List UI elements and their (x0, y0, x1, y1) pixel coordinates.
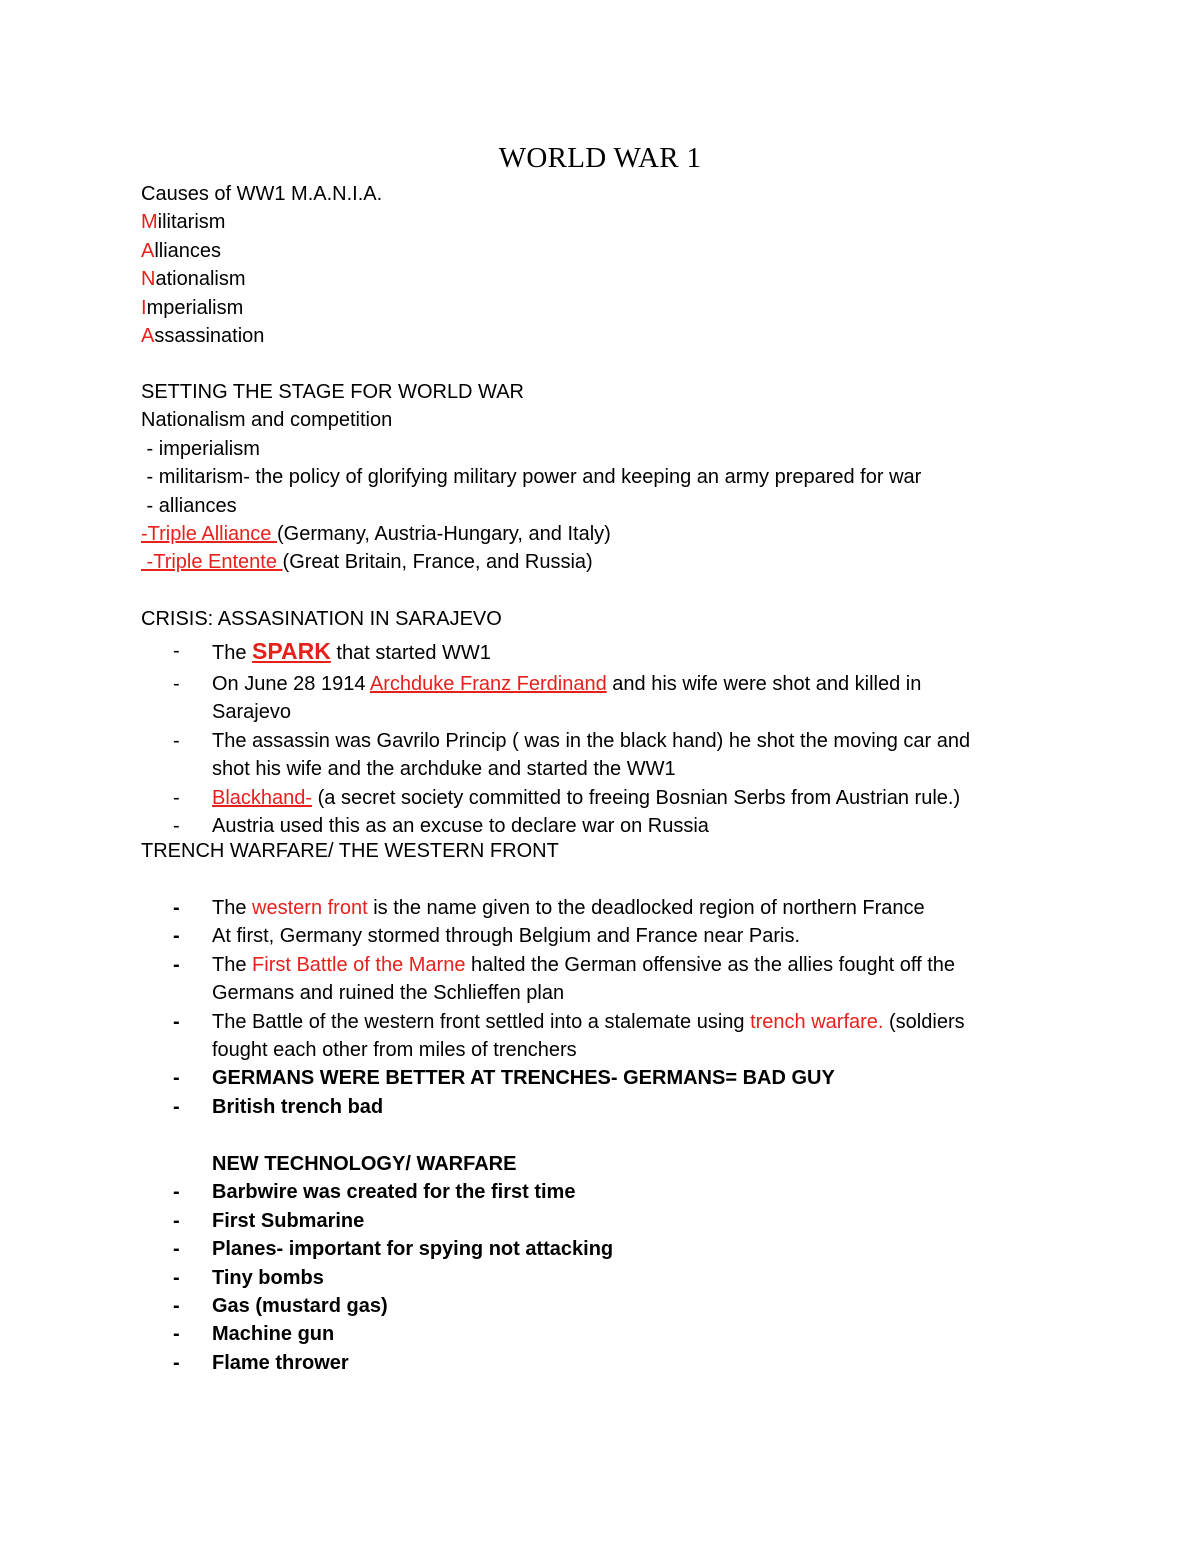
list-item (141, 1207, 1141, 1235)
triple-entente-term: -Triple Entente (141, 551, 283, 574)
list-item (141, 670, 1141, 727)
list-item (141, 1349, 1141, 1377)
list-item (141, 1292, 1141, 1320)
marne-term: First Battle of the Marne (252, 953, 466, 976)
cause-initial: A (141, 239, 155, 262)
text: is the name given to the deadlocked region of northern France (367, 897, 925, 919)
bullet-dash: - (173, 1181, 180, 1204)
bullet-dash: - (173, 1351, 180, 1374)
text: (a secret society committed to freeing Bosnian Serbs from Austrian rule.) (312, 786, 961, 809)
text: Austria used this as an excuse to declare war on Russia (212, 815, 709, 838)
crisis-heading-text: CRISIS: ASSASINATION IN SARAJEVO (141, 608, 502, 630)
cause-rest: ationalism (155, 268, 246, 291)
stage-line: - alliances (141, 494, 237, 517)
tech-section (141, 1150, 1141, 1377)
list-item (141, 1064, 1141, 1092)
list-item (141, 894, 1141, 922)
bullet-dash: - (173, 1095, 180, 1118)
stage-heading: SETTING THE STAGE FOR WORLD WAR (141, 381, 524, 403)
bullet-dash: - (173, 897, 180, 919)
text: Sarajevo (212, 701, 291, 724)
bullet-dash: - (173, 1067, 180, 1090)
text: The (212, 897, 253, 919)
text: On June 28 1914 (212, 673, 370, 695)
text: At first, Germany stormed through Belgium and France near Paris. (212, 925, 801, 948)
trench-heading-text: TRENCH WARFARE/ THE WESTERN FRONT (141, 840, 559, 862)
cause-initial: A (141, 324, 155, 347)
stage-line: - imperialism (141, 437, 260, 460)
triple-alliance-term: -Triple Alliance (141, 522, 277, 545)
bullet-dash: - (173, 1010, 180, 1033)
text: Machine gun (212, 1323, 335, 1346)
cause-rest: mperialism (146, 296, 244, 319)
crisis-list (141, 636, 1141, 840)
list-item (141, 922, 1141, 950)
list-item (141, 1008, 1141, 1065)
text: First Submarine (212, 1209, 365, 1232)
text: Barbwire was created for the first time (212, 1181, 576, 1204)
cause-rest: ilitarism (157, 211, 226, 234)
text: and his wife were shot and killed in (606, 673, 922, 695)
list-item (141, 784, 1141, 812)
tech-heading (141, 1150, 1141, 1178)
trench-heading (141, 837, 1141, 865)
cause-initial: M (141, 211, 158, 234)
blackhand-term: Blackhand- (212, 786, 313, 809)
text: Gas (mustard gas) (212, 1295, 388, 1318)
cause-rest: lliances (154, 239, 222, 262)
text: Planes- important for spying not attacking (212, 1238, 614, 1261)
text: Flame thrower (212, 1351, 349, 1374)
text: halted the German offensive as the allies fought off the (465, 953, 956, 976)
bullet-dash: - (173, 815, 180, 838)
list-item (141, 1093, 1141, 1121)
causes-section (141, 180, 1141, 350)
cause-initial: N (141, 268, 156, 291)
bullet-dash: - (173, 953, 180, 976)
crisis-heading (141, 605, 1141, 633)
list-item (141, 1264, 1141, 1292)
list-item (141, 951, 1141, 1008)
text: that started WW1 (330, 642, 491, 664)
text: (soldiers (883, 1010, 965, 1033)
cause-item (141, 208, 1141, 236)
stage-line: - militarism- the policy of glorifying military power and keeping an army prepared for war (141, 466, 922, 489)
western-front-term: western front (252, 897, 368, 919)
bullet-dash: - (173, 1238, 180, 1261)
stage-subheading: Nationalism and competition (141, 409, 393, 432)
list-item (141, 1235, 1141, 1263)
trench-warfare-term: trench warfare. (750, 1010, 884, 1033)
cause-item (141, 265, 1141, 293)
text: The (212, 642, 253, 664)
spark-term: SPARK (252, 638, 331, 664)
document-title: WORLD WAR 1 (498, 142, 702, 174)
text: The (212, 953, 253, 976)
bullet-dash: - (173, 1209, 180, 1232)
bullet-dash: - (173, 640, 180, 662)
triple-entente-members: (Great Britain, France, and Russia) (282, 551, 593, 574)
list-item (141, 727, 1141, 784)
text: British trench bad (212, 1095, 384, 1118)
cause-initial: I (141, 296, 147, 319)
triple-entente-line (141, 548, 1141, 576)
stage-section (141, 378, 1141, 577)
bullet-dash: - (173, 1295, 180, 1318)
bullet-dash: - (173, 673, 180, 695)
bullet-dash: - (173, 1323, 180, 1346)
list-item (141, 1320, 1141, 1348)
text: Germans and ruined the Schlieffen plan (212, 982, 565, 1005)
bullet-dash: - (173, 729, 180, 752)
cause-item (141, 237, 1141, 265)
text: The Battle of the western front settled into a stalemate using (212, 1010, 751, 1033)
text: fought each other from miles of trenchers (212, 1039, 577, 1062)
causes-heading: Causes of WW1 M.A.N.I.A. (141, 183, 383, 205)
text: Tiny bombs (212, 1266, 324, 1289)
bullet-dash: - (173, 786, 180, 809)
text: shot his wife and the archduke and started the WW1 (212, 758, 676, 781)
list-item (141, 1178, 1141, 1206)
cause-rest: ssassination (154, 324, 265, 347)
tech-heading-text: NEW TECHNOLOGY/ WARFARE (212, 1153, 517, 1175)
list-item (141, 636, 1141, 668)
text: GERMANS WERE BETTER AT TRENCHES- GERMANS= BAD GUY (212, 1067, 835, 1090)
cause-item (141, 322, 1141, 350)
triple-alliance-members: (Germany, Austria-Hungary, and Italy) (276, 522, 611, 545)
archduke-term: Archduke Franz Ferdinand (369, 673, 607, 695)
bullet-dash: - (173, 1266, 180, 1289)
triple-alliance-line (141, 520, 1141, 548)
cause-item (141, 294, 1141, 322)
trench-list (141, 894, 1141, 1121)
bullet-dash: - (173, 925, 180, 948)
text: The assassin was Gavrilo Princip ( was in the black hand) he shot the moving car and (212, 729, 971, 752)
